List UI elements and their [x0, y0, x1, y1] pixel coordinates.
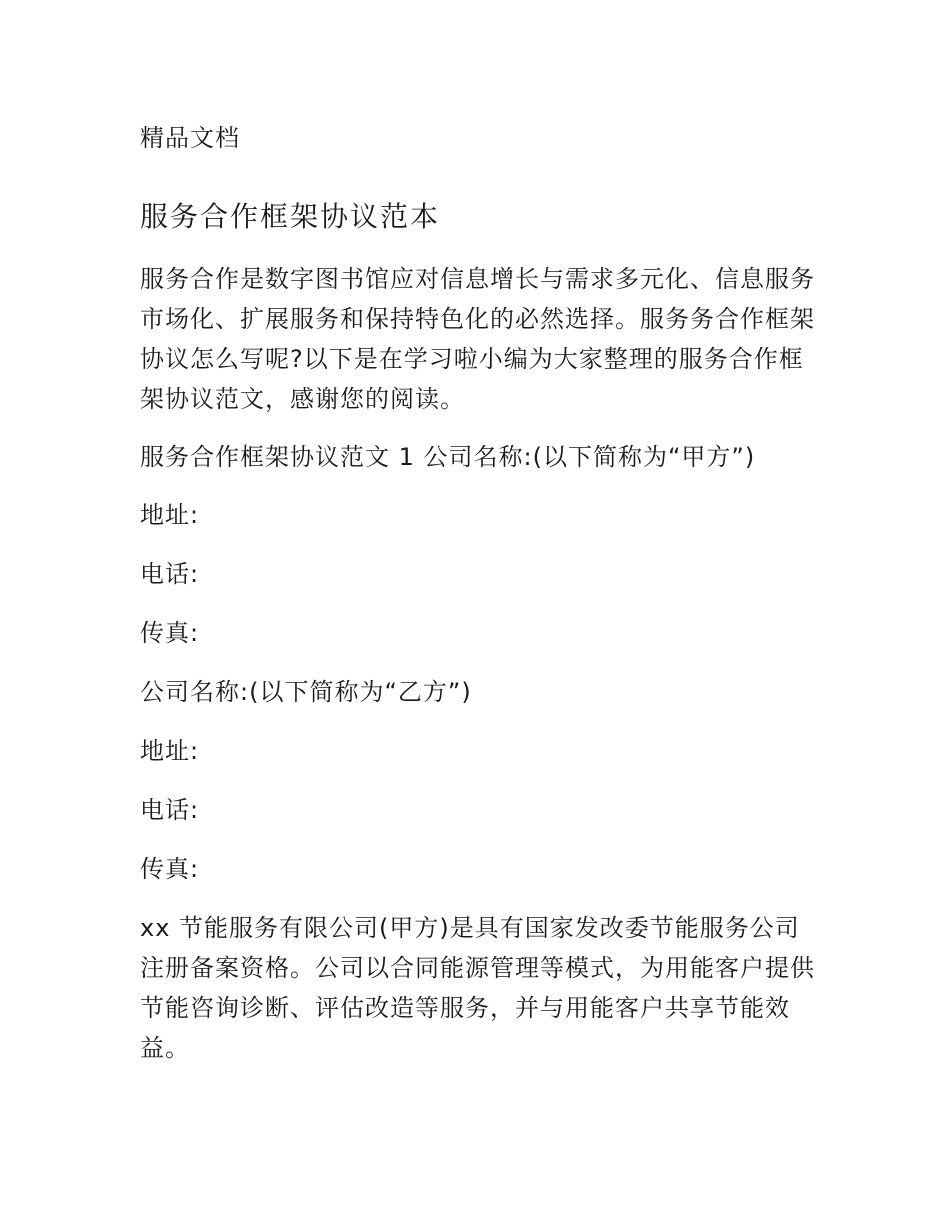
- closing-paragraph: xx 节能服务有限公司(甲方)是具有国家发改委节能服务公司注册备案资格。公司以合同能源管理等模式，为用能客户提供节能咨询诊断、评估改造等服务，并与用能客户共享节能效益。: [140, 914, 815, 1062]
- party-b-address-label: 地址:: [140, 737, 200, 765]
- intro-paragraph: 服务合作是数字图书馆应对信息增长与需求多元化、信息服务市场化、扩展服务和保持特色化的必然选择。服务务合作框架协议怎么写呢?以下是在学习啦小编为大家整理的服务合作框架协议范文，感谢您的阅读。: [140, 265, 815, 413]
- document-title: 服务合作框架协议范本: [140, 200, 441, 233]
- sample-heading: 服务合作框架协议范文 1 公司名称:(以下简称为“甲方”): [140, 443, 756, 471]
- party-a-fax-label: 传真:: [140, 619, 200, 647]
- party-b-heading: 公司名称:(以下简称为“乙方”): [140, 678, 472, 706]
- doc-label: 精品文档: [140, 124, 240, 152]
- party-a-phone-label: 电话:: [140, 560, 200, 588]
- document-body: [140, 259, 820, 1086]
- party-a-address-label: 地址:: [140, 501, 200, 529]
- party-b-fax-label: 传真:: [140, 855, 200, 883]
- party-b-phone-label: 电话:: [140, 796, 200, 824]
